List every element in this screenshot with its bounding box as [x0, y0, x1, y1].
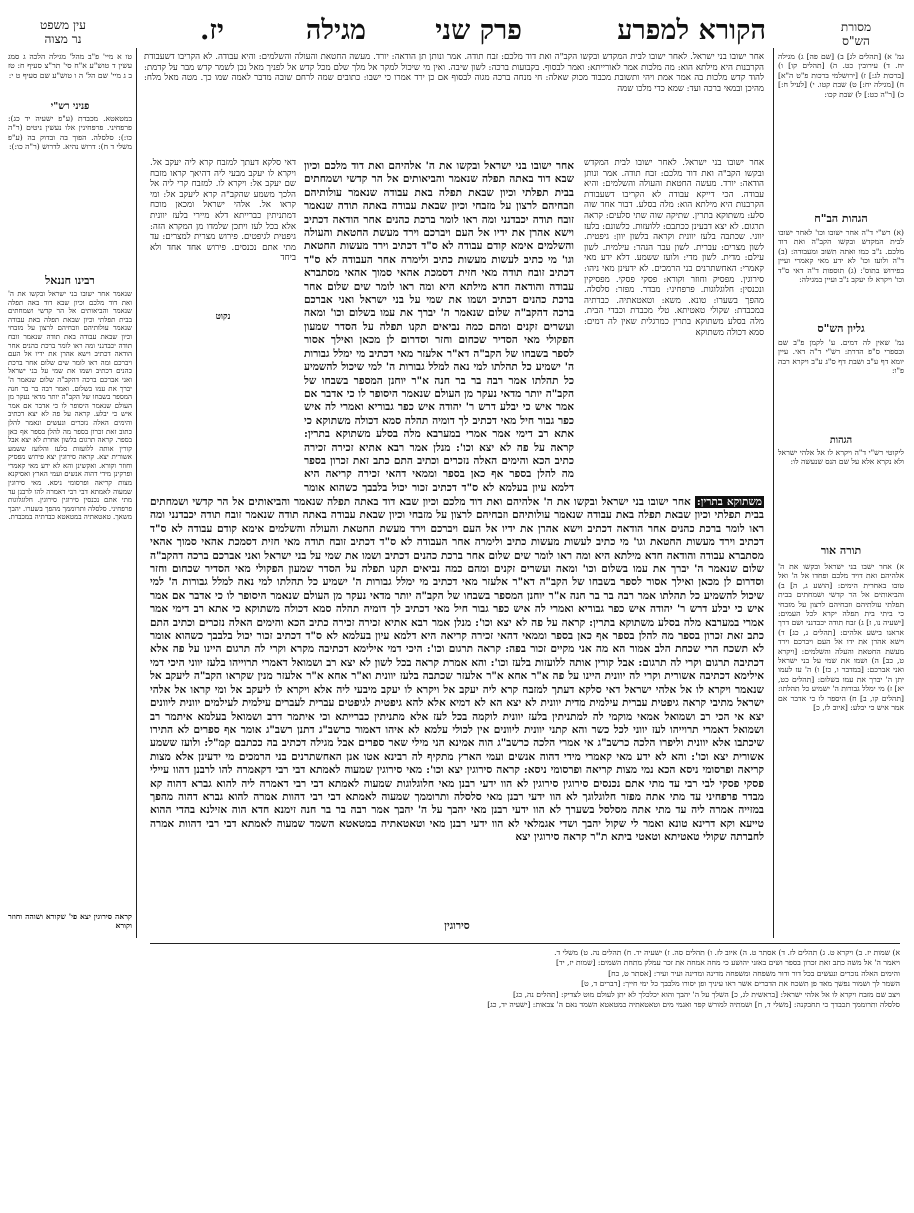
footer-note: והימים האלה נזכרים ונעשים בכל דור ודור משפחה ומשפחה מדינה ומדינה ועיר ועיר: [אסתר ט, כח] [608, 968, 900, 978]
right-margin-rule [773, 48, 774, 938]
gilyon-hashas-title: גליון הש"ס [817, 322, 865, 335]
tosafot-body: דאי סלקא דעתך למזבח קרא ליה יעקב אל. ויקרא לו יעקב מבעי ליה דהיאך קראו מזבח שם יעקב אל: ויקרא לו. למזבח קרי ליה אל הלכך משמע שהקב"ה קרא ליעקב אל: ומי קראו אל. אלהי ישראל ומכאן מוכח דמתניתין כברייתא דלא מיירי בלעז יוונית אלא בכל לעז ויתכן שלמדו מן המקרא הזה: גיפטית לגיפטים. פירוש מצרית למצרים: עד מתי אתם נכנסים. פירוש אחד אחד ולא ביחד [150, 158, 296, 264]
rashi-commentary: אחר ישובו בני ישראל. לאחר ישובו לבית המקדש ובקשו הקב"ה ואת דוד מלכם: זבח תודה. אמר ונותן הודאה: יורד. מעשה החטאת והעולה והשלמים: והיא עבודה. הכי דייקא עבודה לא הקריבו דשעבודת הקרבנות היא מילתא הוא: מלה בסלע. דבור אחד שוה סלע: משתוקא בתרין. שתיקה שוה שתי סלעים: קראה תרגום. לא יצא דבעינן ככתבם: ללועזות. כלשונם: בלעז יווני. שכתבה בלעז יוונית וקראה בלשון יוון: גיפטית. לשון מצרים: עברית. לשון עבר הנהר: עילמית. לשון עילם: מדית. לשון מדי: ולועז ששמע. דלא ידע מאי קאמרי: האחשתרנים בני הרמכים. לא ידעינן מאי ניהו: סירוגין. מפסיק וחוזר וקורא: פסקי פסקי. מפסיקין ונכנסין: חלוגלוגות. פרפחיני: מבדר. מפזר: סלסלה. מהפך בשערו: טונא. משא: וטאטאתיה. כבדתיה במכבדת: שקולי טאטיתא. טלי מכבדת וכבדי הבית. מלה בסלע משתוקא בתרין כמרגלית שאין לה דמים: סמא דכולה משתוקא [584, 158, 764, 338]
tosafot-commentary [150, 158, 296, 313]
torah-or-text: א) אחר ישבו בני ישראל ובקשו את ה' אלהיהם ואת דויד מלכם ופחדו אל ה' ואל טובו באחרית הימים: [הושע ג, ה] ב) והביאותים אל הר קדשי ושמחתים בבית תפלתי עולתיהם וזבחיהם לרצון על מזבחי כי ביתי בית תפלה יקרא לכל העמים: [ישעיה נו, ז] ג) זבח תודה יכבדנני ושם דרך אראנו בישע אלהים: [תהלים נ, כג] ד) וישא אהרן את ידו אל העם ויברכם וירד מעשת החטאת והעלה והשלמים: [ויקרא ט, כב] ה) ושמו את שמי על בני ישראל ואני אברכם: [במדבר ו, כז] ו) ה' עז לעמו יתן ה' יברך את עמו בשלום: [תהלים כט, יא] ז) מי ימלל גבורות ה' ישמיע כל תהלתו: [תהלים קו, ב] ח) היספר לו כי אדבר אם אמר איש כי יבלע: [איוב לז, כ] [778, 562, 904, 713]
footer-note: א) שמות יז. ב) ויקרא ט. ג) תהלים לז. ד) אסתר ט. ה) איוב לז. ו) תהלים סה. ז) ישעיה יד. ח) תהלים נה. ט) משלי ד. [554, 948, 900, 957]
masoret-hashas-entries: גמ' א) [תהלים לג] ב) [שם פה] ג) מגילה יח. ד) עירובין כט. ה) [תהלים קו] ו) [ברכות לג:] ז) [ירושלמי ברכות פ"ט ה"א] ח) [מגילה יח:] ט) שבת קטו. י) [לעיל ח:] כ) [ר"ה כט:] ל) שבת קכו: [778, 52, 904, 99]
gemara-body: אחר ישובו בני ישראל ובקשו את ה' אלהיהם ואת דוד מלכם וכיון שבא דוד באתה תפלה שנאמר והביאותים אל הר קדשי ושמחתים בבית תפלתי וכיון שבאת תפלה באת עבודה שנאמר עולותיהם וזבחיהם לרצון על מזבחי וכיון שבאת עבודה באתה תודה שנאמר זובח תודה יכבדנני ומה ראו לומר ברכת כהנים אחר הודאה דכתיב וישא אהרן את ידיו אל העם ויברכם וירד מעשת החטאת והעולה והשלמים אימא קודם עבודה לא ס"ד דכתיב וירד מעשות החטאת וגו' מי כתיב לעשות מעשות כתיב ולימרה אחר העבודה לא ס"ד דכתיב זובח תודה מאי חזית דסמכת אהאי סמוך אהאי מסתברא עבודה והודאה חדא מילתא היא ומה ראו לומר שים שלום אחר ברכת כהנים דכתיב ושמו את שמי על בני ישראל ואני אברכם ברכה דהקב"ה שלום שנאמר ה' יברך את עמו בשלום וכו' ומאה ועשרים זקנים ומהם כמה נביאים תקנו תפלה על הסדר שמעון הפקולי מאי הסדיר שכחום וחזר וסדרום לן מכאן ואילך אסור לספר בשבחו של הקב"ה דא"ר אלעזר מאי דכתיב מי ימלל גבורות ה' ישמיע כל תהלתו למי נאה למלל גבורות ה' למי שיכול להשמיע כל תהלתו אמר רבה בר בר חנה א"ר יוחנן המספר בשבחו של הקב"ה יותר מדאי נעקר מן העולם שנאמר היסופר לו כי אדבר אם אמר איש כי יבלע דרש ר' יהודה איש כפר גבוריא ואמרי לה איש כפר גבור חיל מאי דכתיב לך דומיה תהלה סמא דכולה משתוקא כי אתא רב דימי אמר אמרי במערבא מלה בסלע משתוקא בתרין: קראה על פה לא יצא וכו': מנלן אמר רבא אתיא זכירה זכירה כתיב הכא והימים האלה נזכרים וכתיב התם כתב זאת זכרון בספר מה להלן בספר אף כאן בספר וממאי דהאי זכירה קריאה היא דלמא עיון בעלמא לא ס"ד דכתיב זכור יכול בלבבך כשהוא אומר [304, 160, 574, 494]
hagahot-habach-title: הגהות הב"ח [814, 212, 868, 225]
footer-note: ויצב שם מזבח ויקרא לו אל אלהי ישראל: [בראשית לג, כ] השלך על ה' יהבך והוא יכלכלך לא יתן לעולם מוט לצדיק: [תהלים נה, כג] [513, 989, 900, 999]
gemara-end-word: סירוגין [444, 920, 470, 932]
top-commentary-band: אחר ישובו בני ישראל. לאחר ישובו לבית המקדש ובקשו הקב"ה ואת דוד מלכם: זבח תודה. אמר ונותן תן הודאה: יורד. מעשה החטאת והעולה והשלמים: והיא עבודה. לא הקריבו דשעבודת הקרבנות היא מילתא הוא: מה מלכות אמר לאורייתא: ואמר לבסוף. בקבועות ברכה: לשון שיבה. ואין מי שיכול למקר אל מלך שלם מכל קדש אל לפניך מאל נכן לשמר קדש מבר על קדמת: להוד קדש מלכות בה אמר אמת ויהי ותשובת מכבוד מכוק שאלה: חי מנחה ברכה מגוה לבסוף אם כן ירד אמרו כי ישבו: כתובים שמה לרחם שובה מדבר לאמה שמו כך. מטה מאל מלח: מהיכן ובמאי ברכה ועד: שמא כדי מלכו שמה [144, 52, 764, 94]
pninei-rashi-title: פניני רש"י [50, 101, 90, 112]
tosafot-end-word: נקוט [215, 312, 231, 322]
gemara-main-text-wide [150, 496, 764, 916]
torah-or-title: תורה אור [820, 544, 862, 557]
ein-mishpat-text: טו א מיי' פ"ב מהל' מגילה הלכה ג סמג עשין ד טוש"ע א"ח סי' תר"צ סעיף ח: טז ב ג מיי' שם הל' ה ו טוש"ע שם סעיף ט י: [8, 52, 132, 80]
ein-mishpat-label: עין משפט נר מצוה [40, 18, 86, 46]
daf-number: יז. [199, 15, 224, 46]
footer-note: השמר לך ושמור נפשך מאד פן תשכח את הדברים אשר ראו עיניך ופן יסורו מלבבך כל ימי חייך: [דברים ד, ט] [581, 979, 900, 989]
gemara-main-text [304, 160, 574, 494]
gemara-body-continued: אחר ישובו בני ישראל ובקשו את ה' אלהיהם ואת דוד מלכם וכיון שבא דוד באתה תפלה שנאמר והביאותים אל הר קדשי ושמחתים בבית תפלתי וכיון שבאת תפלה באת עבודה שנאמר עולותיהם וזבחיהם לרצון על מזבחי וכיון שבאת עבודה באתה תודה שנאמר זובח תודה יכבדנני ומה ראו לומר ברכת כהנים אחר הודאה דכתיב וישא אהרן את ידיו אל העם ויברכם וירד מעשת החטאת והעולה והשלמים אימא קודם עבודה לא ס"ד דכתיב וירד מעשות החטאת וגו' מי כתיב לעשות מעשות כתיב ולימרה אחר העבודה לא ס"ד דכתיב זובח תודה מאי חזית דסמכת אהאי סמוך אהאי מסתברא עבודה והודאה חדא מילתא היא ומה ראו לומר שים שלום אחר ברכת כהנים דכתיב ושמו את שמי על בני ישראל ואני אברכם ברכה דהקב"ה שלום שנאמר ה' יברך את עמו בשלום וכו' ומאה ועשרים זקנים ומהם כמה נביאים תקנו תפלה על הסדר שמעון הפקולי מאי הסדיר שכחום וחזר וסדרום לן מכאן ואילך אסור לספר בשבחו של הקב"ה דא"ר אלעזר מאי דכתיב מי ימלל גבורות ה' ישמיע כל תהלתו למי נאה למלל גבורות ה' למי שיכול להשמיע כל תהלתו אמר רבה בר בר חנה א"ר יוחנן המספר בשבחו של הקב"ה יותר מדאי נעקר מן העולם שנאמר היסופר לו כי אדבר אם אמר איש כי יבלע דרש ר' יהודה איש כפר גבוריא ואמרי לה איש כפר גבור חיל מאי דכתיב לך דומיה תהלה סמא דכולה משתוקא כי אתא רב דימי אמר אמרי במערבא מלה בסלע משתוקא בתרין: קראה על פה לא יצא וכו': מנלן אמר רבא אתיא זכירה זכירה כתיב הכא והימים האלה נזכרים וכתיב התם כתב זאת זכרון בספר מה להלן בספר אף כאן בספר וממאי דהאי זכירה קריאה היא דלמא עיון בעלמא לא ס"ד דכתיב זכור יכול בלבבך כשהוא אומר לא תשכח הרי שכחת הלב אמור הא מה אני מקיים זכור בפה: קראה תרגום וכו': היכי דמי אילימא דכתיבה מקרא וקרי לה תרגום היינו על פה אלא דכתיבה תרגום וקרי לה תרגום: אבל קורין אותה ללועזות בלעז וכו': והא אמרת קראה בכל לשון לא יצא רב ושמואל דאמרי תרוייהו בלעז יווני היכי דמי אילימא דכתיבה אשורית וקרי לה יוונית היינו על פה א"ר אחא א"ר אלעזר שכתבה בלעז יוונית וא"ר אחא א"ר אלעזר מנין שקראו הקב"ה ליעקב אל שנאמר ויקרא לו אל אלהי ישראל דאי סלקא דעתך למזבח קרא ליה יעקב אל ויקרא לו יעקב מיבעי ליה אלא ויקרא לו ליעקב אל ומי קראו אל אלהי ישראל מתיבי קראה גיפטית עברית עילמית מדית יוונית לא יצא הא לא דמיא אלא להא גיפטית לגיפטים עברית לעברים עילמית לעילמים יוונית ליוונים יצא אי הכי רב ושמואל אמאי מוקמי לה למתניתין בלעז יוונית לוקמה בכל לעז אלא מתניתין כברייתא וכי איתמר דרב ושמואל בעלמא איתמר רב ושמואל דאמרי תרוייהו לעז יווני לכל כשר והא קתני יוונית ליוונים אין לכולי עלמא לא איהו דאמור כרשב"ג דתנן רשב"ג אומר אף ספרים לא התירו שיכתבו אלא יוונית וליפרו הלכה כרשב"ג אי אמרי הלכה כרשב"ג הוה אמינא הני מילי שאר ספרים אבל מגילה דכתיב בה ככתבם קמ"ל: ולועז ששמע אשורית יצא וכו': והא לא ידע מאי קאמרי מידי דהוה אנשים ועמי הארץ מתקיף לה רבינא אטו אנן האחשתרנים בני הרמכים מי ידעינן אלא מצות קריאה ופרסומי ניסא הכא נמי מצות קריאה ופרסומי ניסא: קראה סירוגין יצא וכו': מאי סירוגין שמעוה לאמתא דבי רבי דקאמרה להו לרבנן דהוו עיילי פסקי פסקי לבי רבי עד מתי אתם נכנסים סירוגין סירוגין לא הוו ידעי רבנן מאי חלוגלוגות שמעוה לאמתא דבי רבי דאמרה ליה להוא גברא דהוה קא מבדר פרפחיני עד מתי אתה מפזר חלוגלוגך לא הוו ידעי רבנן מאי סלסלה ותרוממך שמעוה לאמתא דבי רבי דהוות אמרה להוא גברא דהוה מהפך במזייה אמרה ליה עד מתי אתה מסלסל בשערך לא הוו ידעי רבנן מאי יהבך על ה' יהבך אמר רבה בר בר חנה זימנא חדא הוה אזילנא בהדי ההוא טייעא וקא דרינא טונא ואמר לי שקול יהבך ושדי אגמלאי לא הוו ידעי רבנן מאי וטאטאתיה במטאטא השמד שמעוה לאמתא דבי רבי דהוות אמרה לחברתה שקולי טאטיתא וטאטי ביתא ת"ר קראה סירוגין יצא [150, 496, 764, 844]
footer-note: סלסלה ותרוממך תכבדך כי תחבקנה: [משלי ד, ח] ושמתיה למורש קפד ואגמי מים וטאטאתיה במטאטא השמד נאם ה' צבאות: [ישעיה יד, כג] [487, 1000, 900, 1010]
hagahot-habach-text: (א) רש"י ד"ה אחר ישובו וכו' לאחר ישובו לבית המקדש ובקשו הקב"ה ואת דוד מלכם. נ"ב כמו ואתה תשוב ומעבודה: (ב) ד"ה ולועז וכו' לא ידע מאי קאמרי ועיין בפירוש בתוס': (ג) תוספות ד"ה דאי ס"ד וכו' ויקרא לו יעקב נ"ב ועיין במגילה: [778, 228, 904, 285]
masoret-hashas-label: מסורת הש"ס [840, 20, 872, 48]
rabbeinu-chananel-title: רבינו חננאל [45, 274, 95, 287]
footer-rule [150, 943, 900, 944]
left-margin-rule [136, 48, 137, 938]
hagahot-title: הגהות [829, 435, 853, 446]
gilyon-hashas-text: גמ' שאין לה דמים. ע' לקמן פ"ב שם ובספרי ס"פ הדרת: רש"י ד"ה דאי. עיין יומא דף ע"ב ושבת דף ס"ג ע"ב ויקרא רבה פ"ו: [778, 338, 904, 376]
mishna-highlight: משתוקא בתרין: [696, 496, 763, 508]
masechet-title: מגילה [305, 15, 366, 46]
tractate-running-title: הקורא למפרע [617, 15, 766, 46]
pninei-rashi-text: במטאטא. מכבדת (ע"פ ישעיה יד כג): פרפחיני. פרפחינין אלו נעשין ניטים (ר"ה כו:): סלסלה. הפוך בה ובדוק בה (ע"פ משלי ד ח): דרוש נהיא. לדרוש (ר"ה כו:): [8, 114, 132, 152]
chapter-title: פרק שני [435, 15, 522, 46]
footer-note: ויאמר ה' אל משה כתב זאת זכרון בספר ושים באזני יהושע כי מחה אמחה את זכר עמלק מתחת השמים: [שמות יז, יד] [556, 958, 900, 968]
footer-notes [150, 948, 900, 1028]
rabbeinu-chananel-end: קראה סירוגין יצא פי' שקורא ושוהה וחוזר וקורא [8, 912, 132, 931]
rabbeinu-chananel-text: שנאמר אחר ישובו בני ישראל ובקשו את ה' ואת דוד מלכם וכיון שבא דוד באה תפלה שנאמר והביאותים אל הר קדשי ושמחתים בבית תפלתי וכיון שבאת תפלה באת עבודה שנאמר עולותיהם וזבחיהם לרצון על מזבחי וכיון שבאת עבודה באת תודה שנאמר זובח תודה יכבדנני ומה ראו לומר ברכת כהנים אחר הודאה דכתיב וישא אהרן את ידיו אל העם ויברכם ומה ראו לומר שים שלום אחר ברכת כהנים דכתיב ושמו את שמי על בני ישראל ואני אברכם ברכה דהקב"ה שלום שנאמר ה' יברך את עמו בשלום. ואמר רבה בר בר חנה המספר בשבחו של הקב"ה יותר מדאי נעקר מן העולם שנאמר היסופר לו כי אדבר אם אמר איש כי יבלע. קראה על פה לא יצא דכתיב והימים האלה נזכרים ונעשים ונאמר להלן כתוב זאת זכרון בספר מה להלן בספר אף כאן בספר. קראה תרגום בלשון אחרת לא יצא אבל קורין אותה ללועזות בלעז והלועז ששמע אשורית יצא. קראה סירוגין יצא פירוש מפסיק וחוזר וקורא. ואקשינן והא לא ידע מאי קאמרי ופרקינן מידי דהוה אנשים ועמי הארץ ואסיקנא מצות קריאה ופרסומי ניסא. מאי סירוגין שמעוה לאמתא דבי רבי דאמרה להו לרבנן עד מתי אתם נכנסין סירוגין סירוגין. חלוגלוגות פרפחיני. סלסלה ותרוממך מהפך בשערו. יהבך משאך. טאטאתיה במטאטא כבדתיה במכבדת. [8, 290, 132, 522]
hagahot-text: ליקוטי רש"י ד"ה ויקרא לו אל אלהי ישראל ולא נקרא אלא על שם הנס שנעשה לו: [778, 448, 904, 467]
